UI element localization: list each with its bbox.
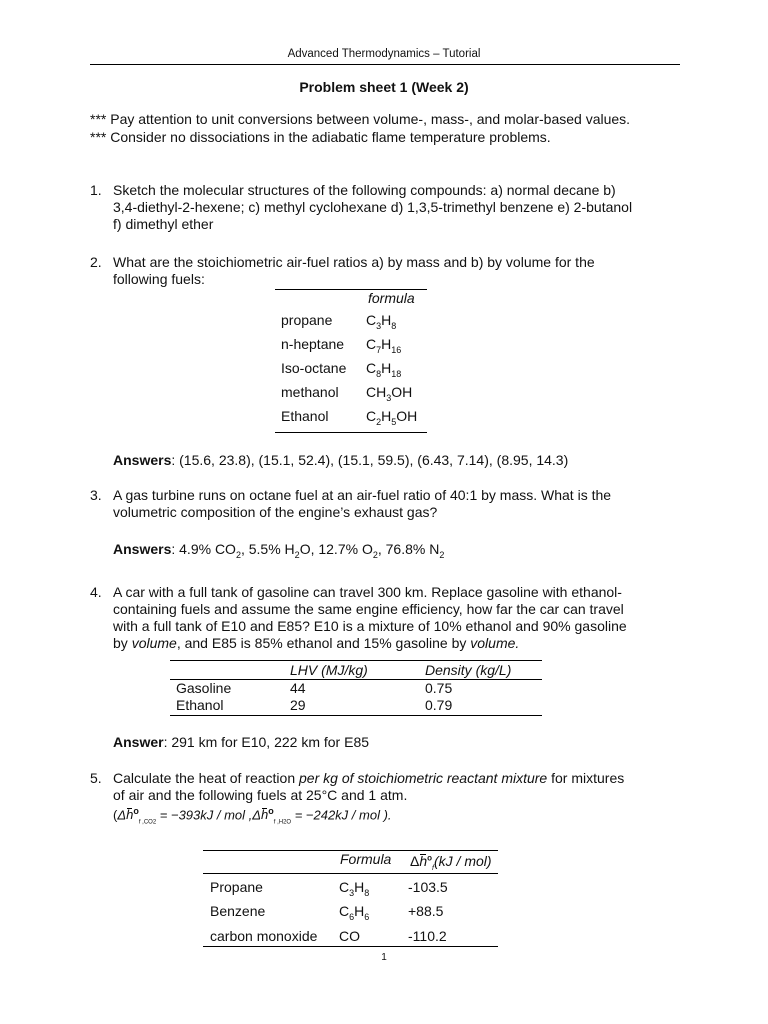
fuel-table-bottom-rule — [275, 432, 427, 433]
fuel-formula: $C_7H_{16}$ — [366, 336, 402, 355]
q1-line-1: Sketch the molecular structures of the following compounds: a) normal decane b) — [113, 182, 616, 198]
header-rule — [90, 64, 680, 65]
q2-answers: Answers: (15.6, 23.8), (15.1, 52.4), (15.1, 59.5), (6.43, 7.14), (8.95, 14.3) — [113, 452, 569, 468]
q2-number: 2. — [90, 254, 102, 270]
q3-text — [113, 487, 678, 521]
reactant-formula: $C_6H_6$ — [339, 903, 370, 922]
q3-line-2: volumetric composition of the engine’s exhaust gas? — [113, 504, 438, 520]
q4-answer: Answer: 291 km for E10, 222 km for E85 — [113, 734, 370, 750]
fuel-name: methanol — [281, 384, 339, 400]
enthalpy-table-bottom-rule — [203, 946, 498, 947]
q5-text — [113, 770, 678, 804]
page-number: 1 — [381, 952, 387, 963]
q4-line-3: with a full tank of E10 and E85? E10 is a mixture of 10% ethanol and 90% gasoline — [113, 618, 627, 634]
property-density: 0.75 — [425, 680, 453, 696]
reactant-delta-h: -103.5 — [408, 879, 448, 895]
q3-line-1: A gas turbine runs on octane fuel at an air-fuel ratio of 40:1 by mass. What is the — [113, 487, 612, 503]
fuel-formula: $CH_3OH$ — [366, 384, 413, 403]
q5-line-2: of air and the following fuels at 25°C and 1 atm. — [113, 787, 408, 803]
q4-line-2: containing fuels and assume the same engine efficiency, how far the car can travel — [113, 601, 624, 617]
reactant-formula: CO — [339, 928, 360, 944]
fuel-name: propane — [281, 312, 333, 328]
fuel-table-header-formula: formula — [368, 290, 415, 306]
fuel-name: Iso-octane — [281, 360, 347, 376]
fuel-name: n-heptane — [281, 336, 345, 352]
fuel-formula: $C_8H_{18}$ — [366, 360, 402, 379]
q2-text — [113, 254, 678, 288]
q1-text — [113, 182, 678, 233]
fuel-property-table-top-rule — [170, 660, 542, 661]
q1-number: 1. — [90, 182, 102, 198]
q4-line-1: A car with a full tank of gasoline can travel 300 km. Replace gasoline with ethanol- — [113, 584, 622, 600]
property-lhv: 44 — [290, 680, 306, 696]
q3-answers: Answers: 4.9% $CO_2$, 5.5% $H_2O$, 12.7% $O_2$, 76.8% $N_2$ — [113, 541, 445, 560]
reactant-formula: $C_3H_8$ — [339, 879, 370, 898]
header-formula: Formula — [340, 851, 392, 867]
property-fuel-name: Gasoline — [176, 680, 232, 696]
property-fuel-name: Ethanol — [176, 697, 224, 713]
q4-number: 4. — [90, 584, 102, 600]
q2-line-1: What are the stoichiometric air-fuel ratios a) by mass and b) by volume for the — [113, 254, 595, 270]
h-bar: h — [126, 807, 134, 823]
header-density: Density (kg/L) — [425, 662, 512, 678]
q3-number: 3. — [90, 487, 102, 503]
reactant-delta-h: -110.2 — [408, 928, 447, 944]
q4-line-4: by volume, and E85 is 85% ethanol and 15% gasoline by volume. — [113, 635, 520, 651]
reactant-name: Benzene — [210, 903, 266, 919]
reactant-delta-h: +88.5 — [408, 903, 444, 919]
header-delta-h: $\Delta h^o_f(kJ / mol)$ — [410, 853, 492, 872]
note-unit-conversions: *** Pay attention to unit conversions between volume-, mass-, and molar-based values. — [90, 111, 631, 127]
page-title: Problem sheet 1 (Week 2) — [299, 79, 469, 95]
q2-line-2: following fuels: — [113, 271, 205, 287]
reactant-name: Propane — [210, 879, 263, 895]
note-no-dissociations: *** Consider no dissociations in the adiabatic flame temperature problems. — [90, 129, 551, 145]
q1-line-3: f) dimethyl ether — [113, 216, 214, 232]
q5-number: 5. — [90, 770, 102, 786]
property-lhv: 29 — [290, 697, 306, 713]
q4-text — [113, 584, 678, 652]
q1-line-2: 3,4-diethyl-2-hexene; c) methyl cyclohexane d) 1,3,5-trimethyl benzene e) 2-butanol — [113, 199, 633, 215]
q5-line-1: Calculate the heat of reaction per kg of stoichiometric reactant mixture for mixtures — [113, 770, 625, 786]
reactant-name: carbon monoxide — [210, 928, 318, 944]
enthalpy-table-header-rule — [203, 873, 498, 874]
property-density: 0.79 — [425, 697, 453, 713]
running-header: Advanced Thermodynamics – Tutorial — [287, 48, 481, 60]
fuel-property-table-bottom-rule — [170, 715, 542, 716]
header-lhv: LHV (MJ/kg) — [290, 662, 368, 678]
fuel-formula: $C_2H_5OH$ — [366, 408, 418, 427]
delta-symbol: Δ — [117, 807, 127, 823]
fuel-name: Ethanol — [281, 408, 329, 424]
formation-enthalpy-formula: ($\Delta h^o_{f ,CO2} = -393kJ$ / mol $,\Delta h^o_{f ,H2O} = -242kJ$ / mol ). — [113, 806, 392, 826]
fuel-formula: $C_3H_8$ — [366, 312, 397, 331]
